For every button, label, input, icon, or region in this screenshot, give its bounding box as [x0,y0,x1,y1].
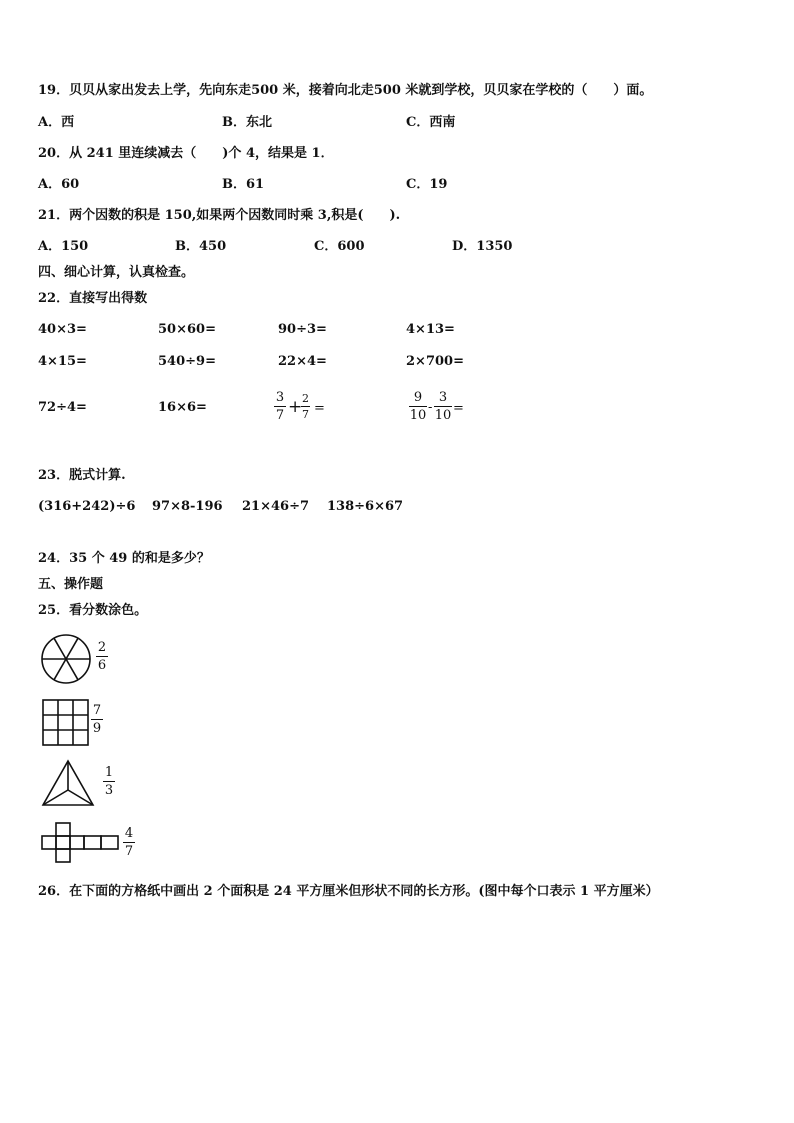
q23-item: (316+242)÷6 [38,499,136,514]
q22-item: 22×4= [278,354,327,369]
q23-item: 21×46÷7 [242,499,310,514]
q22-item: 72÷4= [38,400,87,415]
fraction-label-grid: 7 9 [92,703,102,736]
cross-net-7-squares-figure[interactable] [42,823,120,862]
question-24-stem: 24．35 个 49 的和是多少？ [38,551,210,566]
equals-sign: = [453,401,464,416]
q21-option-a: A．150 [38,239,89,254]
q22-item: 90÷3= [278,322,327,337]
q22-item: 540÷9= [158,354,216,369]
q22-item: 2×700= [406,354,464,369]
fraction-2-7: 2 7 [302,392,309,421]
q22-item: 40×3= [38,322,87,337]
triangle-divided-3-figure[interactable] [42,760,94,806]
section-5-heading: 五、操作题 [38,577,104,592]
minus-sign: - [428,400,433,415]
section-4-heading: 四、细心计算，认真检查。 [38,265,195,280]
question-23-stem: 23．脱式计算. [38,468,126,483]
question-19-stem: 19．贝贝从家出发去上学，先向东走500 米，接着向北走500 米就到学校，贝贝家在学校的（ ）面。 [38,83,653,98]
circle-divided-6-figure[interactable] [40,633,92,685]
question-21-stem: 21．两个因数的积是 150,如果两个因数同时乘 3,积是( ). [38,208,401,223]
question-25-stem: 25．看分数涂色。 [38,603,148,618]
fraction-3-7: 3 7 [275,390,285,423]
fraction-label-circle: 2 6 [97,640,107,673]
q19-option-c: C．西南 [406,115,456,130]
question-20-stem: 20．从 241 里连续减去（ )个 4，结果是 1． [38,146,334,161]
grid-3x3-figure[interactable] [43,700,88,745]
q22-item: 4×15= [38,354,87,369]
q21-option-b: B．450 [175,239,227,254]
q20-option-b: B．61 [222,177,265,192]
q23-item: 97×8-196 [152,499,223,514]
q22-item: 4×13= [406,322,455,337]
q20-option-a: A．60 [38,177,80,192]
q21-option-d: D．1350 [452,239,513,254]
fraction-label-triangle: 1 3 [104,765,114,798]
q22-item: 50×60= [158,322,216,337]
q22-item: 16×6= [158,400,207,415]
question-22-stem: 22．直接写出得数 [38,291,148,306]
equals-sign: = [314,401,325,416]
q20-option-c: C．19 [406,177,448,192]
q19-option-a: A．西 [38,115,75,130]
question-26-stem: 26．在下面的方格纸中画出 2 个面积是 24 平方厘米但形状不同的长方形。(图中每个口表示 1 平方厘米） [38,884,659,899]
fraction-3-10: 3 10 [434,390,452,423]
q21-option-c: C．600 [314,239,365,254]
q19-option-b: B．东北 [222,115,272,130]
fraction-9-10: 9 10 [409,390,427,423]
fraction-label-net: 4 7 [124,826,134,859]
plus-sign: + [288,397,303,417]
q23-item: 138÷6×67 [327,499,404,514]
